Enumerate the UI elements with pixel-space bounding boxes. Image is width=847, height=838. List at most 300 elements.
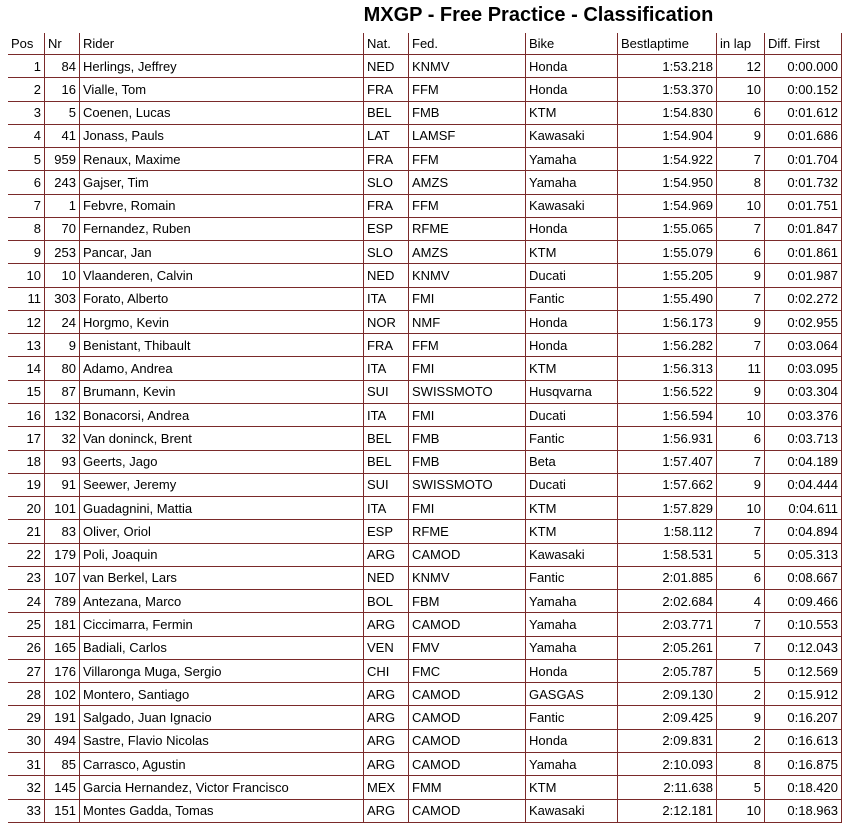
diff-first-cell: 0:04.611 [765,497,842,520]
pos-cell: 30 [8,730,45,753]
nr-cell: 165 [45,637,80,660]
bestlaptime-cell: 1:53.218 [618,55,717,78]
table-row [8,683,842,706]
fed-cell: FMM [409,776,526,799]
fed-cell: CAMOD [409,613,526,636]
bike-cell: Yamaha [526,171,618,194]
pos-cell: 27 [8,660,45,683]
bike-cell: Honda [526,660,618,683]
header-row [8,33,842,55]
nr-cell: 179 [45,544,80,567]
pos-cell: 20 [8,497,45,520]
table-row [8,195,842,218]
nat-cell: ITA [364,404,409,427]
table-row [8,637,842,660]
rider-cell: Vialle, Tom [80,78,364,101]
rider-cell: Poli, Joaquin [80,544,364,567]
table-row [8,78,842,101]
nat-cell: BOL [364,590,409,613]
column-header-bike: Bike [526,33,618,55]
diff-first-cell: 0:02.955 [765,311,842,334]
bestlaptime-cell: 1:55.490 [618,288,717,311]
fed-cell: RFME [409,520,526,543]
bestlaptime-cell: 1:58.531 [618,544,717,567]
nr-cell: 41 [45,125,80,148]
nr-cell: 145 [45,776,80,799]
diff-first-cell: 0:03.713 [765,427,842,450]
diff-first-cell: 0:04.444 [765,474,842,497]
bestlaptime-cell: 1:55.065 [618,218,717,241]
table-row [8,590,842,613]
in-lap-cell: 5 [717,660,765,683]
nat-cell: SUI [364,381,409,404]
bestlaptime-cell: 1:53.370 [618,78,717,101]
diff-first-cell: 0:02.272 [765,288,842,311]
pos-cell: 31 [8,753,45,776]
bestlaptime-cell: 1:54.969 [618,195,717,218]
diff-first-cell: 0:12.569 [765,660,842,683]
bestlaptime-cell: 2:05.787 [618,660,717,683]
bike-cell: KTM [526,520,618,543]
nr-cell: 16 [45,78,80,101]
nat-cell: ARG [364,800,409,823]
bike-cell: Fantic [526,706,618,729]
nat-cell: ESP [364,218,409,241]
bestlaptime-cell: 1:56.931 [618,427,717,450]
bestlaptime-cell: 1:54.904 [618,125,717,148]
diff-first-cell: 0:01.704 [765,148,842,171]
fed-cell: FMI [409,357,526,380]
in-lap-cell: 6 [717,427,765,450]
diff-first-cell: 0:09.466 [765,590,842,613]
rider-cell: Fernandez, Ruben [80,218,364,241]
rider-cell: Guadagnini, Mattia [80,497,364,520]
bestlaptime-cell: 1:56.313 [618,357,717,380]
bike-cell: Honda [526,55,618,78]
fed-cell: RFME [409,218,526,241]
fed-cell: FFM [409,148,526,171]
in-lap-cell: 7 [717,451,765,474]
bike-cell: KTM [526,102,618,125]
classification-table [8,33,842,823]
nr-cell: 303 [45,288,80,311]
bike-cell: KTM [526,357,618,380]
diff-first-cell: 0:01.612 [765,102,842,125]
nr-cell: 176 [45,660,80,683]
nr-cell: 9 [45,334,80,357]
rider-cell: Van doninck, Brent [80,427,364,450]
nat-cell: ARG [364,613,409,636]
in-lap-cell: 10 [717,78,765,101]
in-lap-cell: 9 [717,264,765,287]
table-row [8,660,842,683]
nr-cell: 101 [45,497,80,520]
rider-cell: Herlings, Jeffrey [80,55,364,78]
nr-cell: 83 [45,520,80,543]
diff-first-cell: 0:10.553 [765,613,842,636]
nat-cell: ITA [364,497,409,520]
nat-cell: ARG [364,753,409,776]
in-lap-cell: 9 [717,474,765,497]
pos-cell: 4 [8,125,45,148]
fed-cell: KNMV [409,55,526,78]
rider-cell: Pancar, Jan [80,241,364,264]
bestlaptime-cell: 1:56.282 [618,334,717,357]
in-lap-cell: 8 [717,171,765,194]
bike-cell: Honda [526,730,618,753]
bestlaptime-cell: 1:54.950 [618,171,717,194]
table-row [8,288,842,311]
column-header-nr: Nr [45,33,80,55]
bike-cell: Kawasaki [526,195,618,218]
fed-cell: FBM [409,590,526,613]
column-header-rider: Rider [80,33,364,55]
table-row [8,776,842,799]
nr-cell: 1 [45,195,80,218]
nr-cell: 191 [45,706,80,729]
in-lap-cell: 9 [717,311,765,334]
rider-cell: Gajser, Tim [80,171,364,194]
diff-first-cell: 0:05.313 [765,544,842,567]
table-row [8,474,842,497]
in-lap-cell: 7 [717,334,765,357]
nat-cell: NED [364,264,409,287]
in-lap-cell: 7 [717,148,765,171]
in-lap-cell: 10 [717,404,765,427]
nr-cell: 132 [45,404,80,427]
diff-first-cell: 0:16.613 [765,730,842,753]
table-row [8,497,842,520]
table-row [8,357,842,380]
bestlaptime-cell: 1:56.594 [618,404,717,427]
fed-cell: KNMV [409,264,526,287]
nat-cell: FRA [364,78,409,101]
pos-cell: 1 [8,55,45,78]
diff-first-cell: 0:03.304 [765,381,842,404]
fed-cell: FMC [409,660,526,683]
rider-cell: Salgado, Juan Ignacio [80,706,364,729]
nat-cell: ARG [364,544,409,567]
bike-cell: GASGAS [526,683,618,706]
table-row [8,451,842,474]
rider-cell: Ciccimarra, Fermin [80,613,364,636]
bike-cell: Honda [526,334,618,357]
pos-cell: 17 [8,427,45,450]
bike-cell: KTM [526,776,618,799]
fed-cell: FMB [409,451,526,474]
diff-first-cell: 0:04.189 [765,451,842,474]
nat-cell: MEX [364,776,409,799]
fed-cell: NMF [409,311,526,334]
bike-cell: Honda [526,311,618,334]
fed-cell: LAMSF [409,125,526,148]
nr-cell: 181 [45,613,80,636]
nat-cell: ESP [364,520,409,543]
in-lap-cell: 5 [717,544,765,567]
table-row [8,730,842,753]
column-header-nat: Nat. [364,33,409,55]
rider-cell: Garcia Hernandez, Victor Francisco [80,776,364,799]
in-lap-cell: 4 [717,590,765,613]
in-lap-cell: 6 [717,102,765,125]
in-lap-cell: 12 [717,55,765,78]
fed-cell: CAMOD [409,706,526,729]
pos-cell: 29 [8,706,45,729]
bike-cell: Fantic [526,427,618,450]
table-row [8,800,842,823]
table-row [8,102,842,125]
fed-cell: CAMOD [409,800,526,823]
fed-cell: CAMOD [409,730,526,753]
bestlaptime-cell: 2:05.261 [618,637,717,660]
bestlaptime-cell: 2:09.130 [618,683,717,706]
table-row [8,171,842,194]
rider-cell: Seewer, Jeremy [80,474,364,497]
bike-cell: Honda [526,218,618,241]
bike-cell: Yamaha [526,753,618,776]
nat-cell: BEL [364,427,409,450]
diff-first-cell: 0:03.376 [765,404,842,427]
nr-cell: 107 [45,567,80,590]
table-row [8,334,842,357]
diff-first-cell: 0:01.847 [765,218,842,241]
table-row [8,427,842,450]
table-row [8,544,842,567]
rider-cell: Brumann, Kevin [80,381,364,404]
nr-cell: 84 [45,55,80,78]
in-lap-cell: 2 [717,730,765,753]
nr-cell: 87 [45,381,80,404]
bestlaptime-cell: 2:09.425 [618,706,717,729]
bestlaptime-cell: 1:54.830 [618,102,717,125]
bestlaptime-cell: 1:56.522 [618,381,717,404]
rider-cell: van Berkel, Lars [80,567,364,590]
in-lap-cell: 11 [717,357,765,380]
nat-cell: NED [364,55,409,78]
bestlaptime-cell: 2:11.638 [618,776,717,799]
nr-cell: 70 [45,218,80,241]
diff-first-cell: 0:16.875 [765,753,842,776]
pos-cell: 15 [8,381,45,404]
column-header-diff-first: Diff. First [765,33,842,55]
in-lap-cell: 7 [717,218,765,241]
table-row [8,241,842,264]
nr-cell: 10 [45,264,80,287]
in-lap-cell: 10 [717,195,765,218]
fed-cell: SWISSMOTO [409,381,526,404]
bike-cell: Kawasaki [526,125,618,148]
in-lap-cell: 6 [717,567,765,590]
diff-first-cell: 0:03.064 [765,334,842,357]
bestlaptime-cell: 1:56.173 [618,311,717,334]
nat-cell: FRA [364,148,409,171]
nat-cell: NED [364,567,409,590]
bike-cell: Fantic [526,567,618,590]
bike-cell: Ducati [526,404,618,427]
rider-cell: Adamo, Andrea [80,357,364,380]
table-row [8,520,842,543]
nat-cell: BEL [364,102,409,125]
rider-cell: Vlaanderen, Calvin [80,264,364,287]
in-lap-cell: 10 [717,497,765,520]
pos-cell: 10 [8,264,45,287]
in-lap-cell: 9 [717,125,765,148]
table-row [8,404,842,427]
in-lap-cell: 7 [717,613,765,636]
fed-cell: AMZS [409,241,526,264]
in-lap-cell: 7 [717,288,765,311]
table-row [8,218,842,241]
bestlaptime-cell: 1:57.407 [618,451,717,474]
pos-cell: 33 [8,800,45,823]
pos-cell: 14 [8,357,45,380]
pos-cell: 3 [8,102,45,125]
diff-first-cell: 0:18.963 [765,800,842,823]
bike-cell: Husqvarna [526,381,618,404]
pos-cell: 28 [8,683,45,706]
fed-cell: KNMV [409,567,526,590]
rider-cell: Montes Gadda, Tomas [80,800,364,823]
nr-cell: 959 [45,148,80,171]
column-header-fed: Fed. [409,33,526,55]
pos-cell: 18 [8,451,45,474]
fed-cell: SWISSMOTO [409,474,526,497]
bike-cell: Kawasaki [526,544,618,567]
nat-cell: SUI [364,474,409,497]
diff-first-cell: 0:18.420 [765,776,842,799]
bestlaptime-cell: 1:54.922 [618,148,717,171]
diff-first-cell: 0:04.894 [765,520,842,543]
fed-cell: CAMOD [409,683,526,706]
rider-cell: Montero, Santiago [80,683,364,706]
diff-first-cell: 0:00.152 [765,78,842,101]
nr-cell: 85 [45,753,80,776]
pos-cell: 21 [8,520,45,543]
fed-cell: CAMOD [409,544,526,567]
diff-first-cell: 0:01.987 [765,264,842,287]
nr-cell: 91 [45,474,80,497]
fed-cell: CAMOD [409,753,526,776]
diff-first-cell: 0:03.095 [765,357,842,380]
pos-cell: 26 [8,637,45,660]
fed-cell: FMI [409,497,526,520]
table-row [8,753,842,776]
pos-cell: 13 [8,334,45,357]
nat-cell: ITA [364,357,409,380]
bike-cell: Yamaha [526,148,618,171]
nr-cell: 102 [45,683,80,706]
fed-cell: FMV [409,637,526,660]
diff-first-cell: 0:01.732 [765,171,842,194]
bestlaptime-cell: 2:03.771 [618,613,717,636]
table-row [8,148,842,171]
nr-cell: 253 [45,241,80,264]
nr-cell: 151 [45,800,80,823]
rider-cell: Forato, Alberto [80,288,364,311]
bestlaptime-cell: 2:12.181 [618,800,717,823]
bestlaptime-cell: 2:09.831 [618,730,717,753]
bike-cell: KTM [526,241,618,264]
rider-cell: Bonacorsi, Andrea [80,404,364,427]
rider-cell: Villaronga Muga, Sergio [80,660,364,683]
nat-cell: ARG [364,683,409,706]
column-header-bestlaptime: Bestlaptime [618,33,717,55]
bike-cell: Kawasaki [526,800,618,823]
nr-cell: 5 [45,102,80,125]
nr-cell: 789 [45,590,80,613]
nat-cell: LAT [364,125,409,148]
bestlaptime-cell: 2:02.684 [618,590,717,613]
nat-cell: ARG [364,730,409,753]
bike-cell: Yamaha [526,637,618,660]
bike-cell: KTM [526,497,618,520]
fed-cell: FMB [409,102,526,125]
column-header-pos: Pos [8,33,45,55]
pos-cell: 5 [8,148,45,171]
pos-cell: 23 [8,567,45,590]
pos-cell: 2 [8,78,45,101]
rider-cell: Jonass, Pauls [80,125,364,148]
bestlaptime-cell: 2:01.885 [618,567,717,590]
diff-first-cell: 0:01.686 [765,125,842,148]
fed-cell: FFM [409,334,526,357]
rider-cell: Antezana, Marco [80,590,364,613]
nat-cell: ARG [364,706,409,729]
pos-cell: 32 [8,776,45,799]
in-lap-cell: 2 [717,683,765,706]
bike-cell: Yamaha [526,590,618,613]
table-row [8,613,842,636]
pos-cell: 8 [8,218,45,241]
rider-cell: Oliver, Oriol [80,520,364,543]
in-lap-cell: 5 [717,776,765,799]
nat-cell: FRA [364,334,409,357]
in-lap-cell: 7 [717,637,765,660]
in-lap-cell: 6 [717,241,765,264]
bestlaptime-cell: 1:55.079 [618,241,717,264]
fed-cell: FFM [409,195,526,218]
nat-cell: CHI [364,660,409,683]
bike-cell: Honda [526,78,618,101]
pos-cell: 16 [8,404,45,427]
pos-cell: 6 [8,171,45,194]
nat-cell: ITA [364,288,409,311]
table-row [8,311,842,334]
pos-cell: 11 [8,288,45,311]
diff-first-cell: 0:12.043 [765,637,842,660]
diff-first-cell: 0:01.861 [765,241,842,264]
rider-cell: Horgmo, Kevin [80,311,364,334]
in-lap-cell: 9 [717,381,765,404]
rider-cell: Renaux, Maxime [80,148,364,171]
diff-first-cell: 0:00.000 [765,55,842,78]
rider-cell: Benistant, Thibault [80,334,364,357]
nr-cell: 32 [45,427,80,450]
bestlaptime-cell: 1:55.205 [618,264,717,287]
rider-cell: Coenen, Lucas [80,102,364,125]
rider-cell: Geerts, Jago [80,451,364,474]
fed-cell: FMB [409,427,526,450]
page-title: MXGP - Free Practice - Classification [363,4,714,26]
in-lap-cell: 8 [717,753,765,776]
in-lap-cell: 7 [717,520,765,543]
rider-cell: Sastre, Flavio Nicolas [80,730,364,753]
bestlaptime-cell: 1:57.829 [618,497,717,520]
table-row [8,264,842,287]
nr-cell: 24 [45,311,80,334]
bike-cell: Yamaha [526,613,618,636]
fed-cell: FMI [409,404,526,427]
